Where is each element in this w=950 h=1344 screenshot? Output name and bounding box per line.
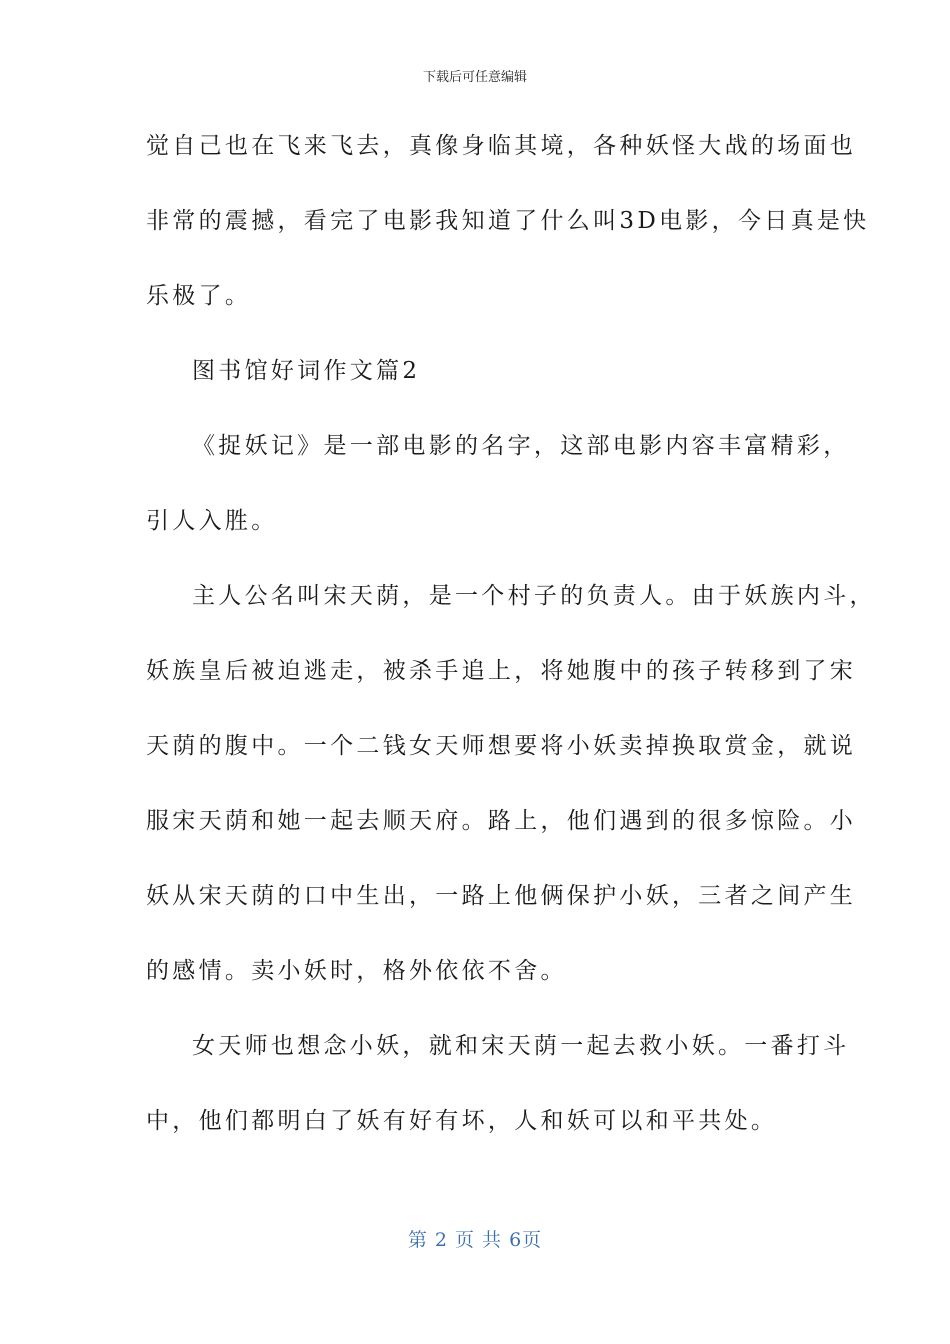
text-line: 服宋天荫和她一起去顺天府。路上，他们遇到的很多惊险。小 xyxy=(146,808,857,834)
page-number-footer: 第 2 页 共 6页 xyxy=(407,1229,543,1251)
text-line: 妖族皇后被迫逃走，被杀手追上，将她腹中的孩子转移到了宋 xyxy=(146,658,857,684)
section-heading: 图书馆好词作文篇2 xyxy=(192,358,421,384)
text-line: 的感情。卖小妖时，格外依依不舍。 xyxy=(146,958,567,984)
text-line: 觉自己也在飞来飞去，真像身临其境，各种妖怪大战的场面也 xyxy=(146,133,857,159)
text-line: 妖从宋天荫的口中生出，一路上他俩保护小妖，三者之间产生 xyxy=(146,883,857,909)
page-header-note: 下载后可任意编辑 xyxy=(422,70,527,85)
text-line: 《捉妖记》是一部电影的名字，这部电影内容丰富精彩， xyxy=(192,433,850,459)
text-line: 中，他们都明白了妖有好有坏，人和妖可以和平共处。 xyxy=(146,1108,778,1134)
text-line: 引人入胜。 xyxy=(146,508,278,534)
text-line: 乐极了。 xyxy=(146,283,252,309)
text-line: 天荫的腹中。一个二钱女天师想要将小妖卖掉换取赏金，就说 xyxy=(146,733,857,759)
text-line: 女天师也想念小妖，就和宋天荫一起去救小妖。一番打斗 xyxy=(192,1033,850,1059)
document-body xyxy=(146,120,876,1170)
text-line: 主人公名叫宋天荫，是一个村子的负责人。由于妖族内斗， xyxy=(192,583,876,609)
text-line: 非常的震撼，看完了电影我知道了什么叫3D电影，今日真是快 xyxy=(146,208,870,234)
